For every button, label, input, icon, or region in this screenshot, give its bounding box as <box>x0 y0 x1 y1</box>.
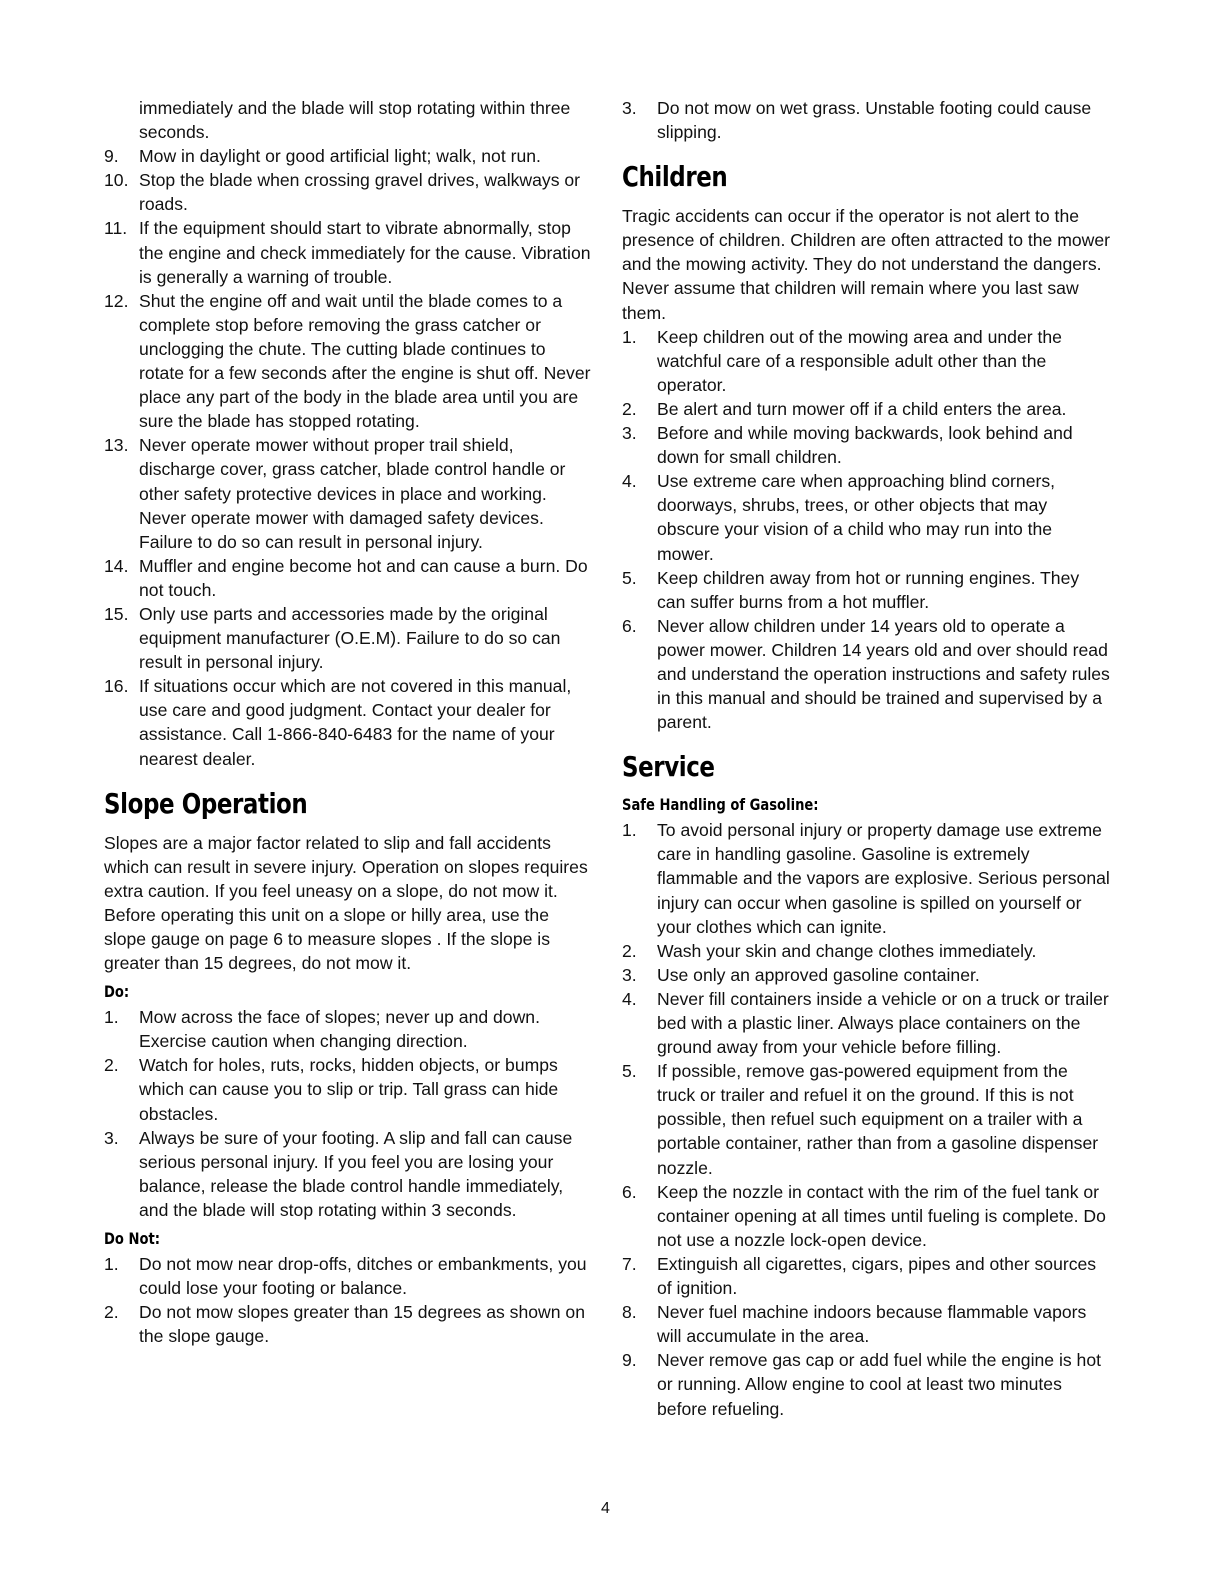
page-number: 4 <box>601 1500 610 1517</box>
do-heading: Do: <box>104 982 130 1002</box>
children-heading: Children <box>622 160 728 194</box>
list-item-text: Keep the nozzle in contact with the rim of the fuel tank or container opening at all times until fueling is complete. Do not use a nozzle lock-open device. <box>657 1181 1106 1250</box>
list-item-text: Mow across the face of slopes; never up and down. Exercise caution when changing direction. <box>139 1007 540 1052</box>
list-item <box>622 818 1110 938</box>
list-item-text: Do not mow slopes greater than 15 degrees as shown on the slope gauge. <box>139 1302 585 1347</box>
list-item <box>622 566 1110 614</box>
list-number: 9. <box>104 146 119 167</box>
list-item <box>104 602 592 674</box>
list-item-text: If possible, remove gas-powered equipment from the truck or trailer and refuel it on the ground. If this is not possible, then refuel such equipment on a trailer with a portable container, rather than from a gasoline dispenser nozzle. <box>657 1061 1099 1178</box>
list-number: 3. <box>622 423 637 444</box>
list-item <box>622 1059 1110 1179</box>
list-item <box>622 96 1110 144</box>
list-item <box>104 1005 592 1053</box>
list-number: 7. <box>622 1253 637 1274</box>
gasoline-list <box>622 818 1110 1420</box>
list-item-text: To avoid personal injury or property damage use extreme care in handling gasoline. Gasoline is extremely flammable and the vapors are explosive. Serious personal injury can occur when gasoline is spilled on yourself or your clothes which can ignite. <box>657 820 1110 937</box>
list-item <box>622 987 1110 1059</box>
do-not-heading: Do Not: <box>104 1229 160 1249</box>
list-item-text: Use only an approved gasoline container. <box>657 964 980 985</box>
do-not-list-continued <box>622 96 1110 144</box>
list-number: 4. <box>622 988 637 1009</box>
list-item-text: Before and while moving backwards, look behind and down for small children. <box>657 423 1073 468</box>
list-item <box>622 325 1110 397</box>
list-item <box>104 1300 592 1348</box>
list-item-text: immediately and the blade will stop rotating within three seconds. <box>139 98 571 143</box>
list-item <box>104 554 592 602</box>
list-item <box>622 1348 1110 1420</box>
do-list <box>104 1005 592 1222</box>
list-number: 5. <box>622 1061 637 1082</box>
slope-operation-heading: Slope Operation <box>104 786 308 820</box>
list-item <box>104 216 592 288</box>
list-item-text: Do not mow on wet grass. Unstable footing could cause slipping. <box>657 98 1092 143</box>
list-item-text: Mow in daylight or good artificial light; walk, not run. <box>139 146 541 167</box>
list-number: 2. <box>104 1302 119 1323</box>
list-number: 15. <box>104 603 129 624</box>
list-number: 2. <box>622 940 637 961</box>
list-item-text: Always be sure of your footing. A slip and fall can cause serious personal injury. If you feel you are losing your balance, release the blade control handle immediately, and the blade will stop rotating within 3 seconds. <box>139 1127 573 1220</box>
list-item <box>622 421 1110 469</box>
list-item-text: Shut the engine off and wait until the blade comes to a complete stop before removing the grass catcher or unclogging the chute. The cutting blade continues to rotate for a few seconds after the engine is shut off. Never place any part of the body in the blade area until you are sure the blade has stopped rotating. <box>139 290 591 432</box>
list-item-text: Never fill containers inside a vehicle or on a truck or trailer bed with a plastic liner. Always place containers on the ground away from your vehicle before filling. <box>657 988 1109 1058</box>
list-number: 10. <box>104 170 129 191</box>
list-item-text: If the equipment should start to vibrate abnormally, stop the engine and check immediately for the cause. Vibration is generally a warning of trouble. <box>139 218 591 287</box>
list-number: 1. <box>622 820 637 841</box>
list-number: 13. <box>104 435 129 456</box>
list-item <box>622 1180 1110 1252</box>
list-number: 3. <box>622 98 637 118</box>
list-number: 11. <box>104 218 128 239</box>
safe-handling-gasoline-heading: Safe Handling of Gasoline: <box>622 795 819 815</box>
list-item-text: Only use parts and accessories made by the original equipment manufacturer (O.E.M). Failure to do so can result in personal injury. <box>139 603 561 673</box>
list-item-text: Never allow children under 14 years old to operate a power mower. Children 14 years old and over should read and understand the operation instructions and safety rules in this manual and should be trained and supervised by a parent. <box>657 615 1110 733</box>
list-number: 16. <box>104 676 129 697</box>
list-item <box>622 1252 1110 1300</box>
children-list <box>622 325 1110 735</box>
list-item-continued <box>104 96 592 144</box>
list-item-text: Extinguish all cigarettes, cigars, pipes and other sources of ignition. <box>657 1253 1097 1299</box>
list-item-text: If situations occur which are not covered in this manual, use care and good judgment. Contact your dealer for assistance. Call 1-866-840-6483 for the name of your nearest dealer. <box>139 676 572 769</box>
slope-operation-paragraph: Slopes are a major factor related to slip and fall accidents which can result in severe injury. Operation on slopes requires extra caution. If you feel uneasy on a slope, do not mow it. Before operating this unit on a slope or hilly area, use the slope gauge on page 6 to measure slopes . If the slope is greater than 15 degrees, do not mow it. <box>104 832 588 974</box>
list-number: 4. <box>622 471 637 492</box>
list-number: 9. <box>622 1350 637 1371</box>
list-number: 1. <box>622 326 637 347</box>
list-item <box>104 433 592 553</box>
list-number: 14. <box>104 555 129 576</box>
list-item <box>622 614 1110 734</box>
list-item <box>104 289 592 434</box>
list-item-text: Do not mow near drop-offs, ditches or embankments, you could lose your footing or balance. <box>139 1254 587 1299</box>
list-number: 12. <box>104 290 129 311</box>
list-item <box>104 674 592 770</box>
list-item <box>104 1053 592 1125</box>
list-number: 3. <box>622 964 637 985</box>
list-number: 8. <box>622 1302 637 1323</box>
list-item-text: Never operate mower without proper trail shield, discharge cover, grass catcher, blade control handle or other safety protective devices in place and working. Never operate mower with damaged safety devices. Failure to do so can result in personal injury. <box>139 435 566 552</box>
service-heading: Service <box>622 750 715 784</box>
list-number: 2. <box>104 1055 119 1076</box>
list-number: 6. <box>622 1181 637 1202</box>
list-item-text: Be alert and turn mower off if a child enters the area. <box>657 398 1067 419</box>
list-item-text: Stop the blade when crossing gravel drives, walkways or roads. <box>139 170 581 215</box>
list-item <box>622 939 1110 963</box>
safety-list-continued <box>104 96 592 771</box>
list-item-text: Muffler and engine become hot and can cause a burn. Do not touch. <box>139 555 588 600</box>
list-item <box>622 963 1110 987</box>
list-item-text: Keep children away from hot or running engines. They can suffer burns from a hot muffler. <box>657 567 1080 612</box>
list-item-text: Wash your skin and change clothes immediately. <box>657 940 1037 961</box>
list-item-text: Keep children out of the mowing area and under the watchful care of a responsible adult other than the operator. <box>657 326 1062 395</box>
list-item <box>104 1252 592 1300</box>
list-item-text: Never remove gas cap or add fuel while the engine is hot or running. Allow engine to cool at least two minutes before refueling. <box>657 1350 1102 1419</box>
list-number: 5. <box>622 567 637 588</box>
list-item-text: Watch for holes, ruts, rocks, hidden objects, or bumps which can cause you to slip or trip. Tall grass can hide obstacles. <box>139 1055 559 1124</box>
list-number: 1. <box>104 1007 119 1028</box>
children-paragraph: Tragic accidents can occur if the operator is not alert to the presence of children. Children are often attracted to the mower and the mowing activity. They do not understand the dangers. Never assume that children will remain where you last saw them. <box>622 206 1111 323</box>
list-number: 1. <box>104 1254 119 1275</box>
left-column <box>104 96 592 1348</box>
list-number: 2. <box>622 398 637 419</box>
right-column <box>622 96 1110 1421</box>
list-item <box>104 168 592 216</box>
list-number: 3. <box>104 1127 119 1148</box>
list-number: 6. <box>622 615 637 636</box>
list-item <box>104 144 592 168</box>
list-item-text: Never fuel machine indoors because flammable vapors will accumulate in the area. <box>657 1302 1087 1347</box>
list-item <box>104 1126 592 1222</box>
list-item <box>622 1300 1110 1348</box>
list-item <box>622 397 1110 421</box>
list-item <box>622 469 1110 565</box>
do-not-list <box>104 1252 592 1348</box>
list-item-text: Use extreme care when approaching blind corners, doorways, shrubs, trees, or other objects that may obscure your vision of a child who may run into the mower. <box>657 471 1056 564</box>
